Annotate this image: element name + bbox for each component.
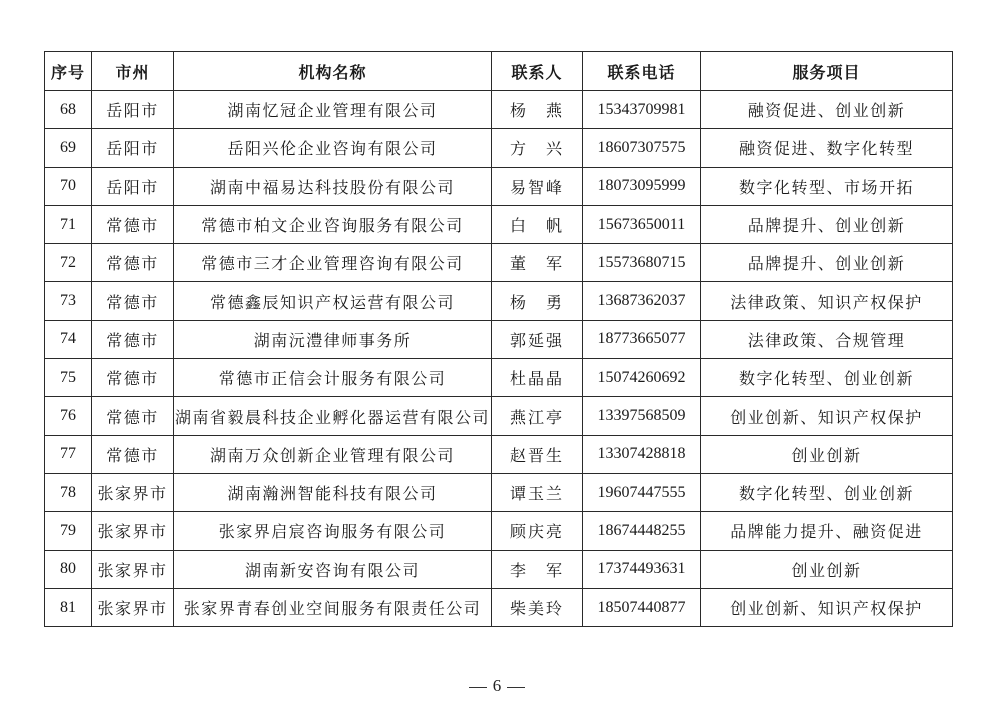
cell-index: 79 [45, 512, 92, 550]
cell-city: 张家界市 [92, 473, 174, 511]
cell-contact-person: 杨 燕 [492, 91, 583, 129]
cell-services: 品牌能力提升、融资促进 [701, 512, 953, 550]
cell-contact-person: 燕江亭 [492, 397, 583, 435]
cell-index: 69 [45, 129, 92, 167]
cell-index: 75 [45, 359, 92, 397]
cell-contact-phone: 15573680715 [583, 244, 701, 282]
cell-contact-phone: 19607447555 [583, 473, 701, 511]
header-organization-name: 机构名称 [174, 52, 492, 91]
table-row [45, 167, 953, 205]
table-row [45, 473, 953, 511]
cell-city: 张家界市 [92, 588, 174, 626]
table-row [45, 244, 953, 282]
cell-city: 岳阳市 [92, 91, 174, 129]
cell-services: 融资促进、数字化转型 [701, 129, 953, 167]
cell-city: 岳阳市 [92, 167, 174, 205]
cell-services: 品牌提升、创业创新 [701, 205, 953, 243]
table-row [45, 588, 953, 626]
cell-organization-name: 湖南瀚洲智能科技有限公司 [174, 473, 492, 511]
table-header-row [45, 52, 953, 91]
cell-services: 融资促进、创业创新 [701, 91, 953, 129]
cell-contact-phone: 13397568509 [583, 397, 701, 435]
cell-contact-phone: 18507440877 [583, 588, 701, 626]
header-index: 序号 [45, 52, 92, 91]
cell-contact-phone: 18073095999 [583, 167, 701, 205]
cell-contact-phone: 15343709981 [583, 91, 701, 129]
cell-city: 张家界市 [92, 550, 174, 588]
cell-index: 81 [45, 588, 92, 626]
cell-organization-name: 湖南万众创新企业管理有限公司 [174, 435, 492, 473]
cell-index: 70 [45, 167, 92, 205]
table-row [45, 512, 953, 550]
cell-contact-phone: 15074260692 [583, 359, 701, 397]
cell-index: 68 [45, 91, 92, 129]
cell-contact-person: 杨 勇 [492, 282, 583, 320]
cell-organization-name: 湖南忆冠企业管理有限公司 [174, 91, 492, 129]
cell-contact-person: 杜晶晶 [492, 359, 583, 397]
table-row [45, 359, 953, 397]
cell-services: 创业创新、知识产权保护 [701, 588, 953, 626]
cell-index: 71 [45, 205, 92, 243]
cell-city: 常德市 [92, 397, 174, 435]
cell-contact-person: 赵晋生 [492, 435, 583, 473]
cell-index: 80 [45, 550, 92, 588]
cell-contact-person: 顾庆亮 [492, 512, 583, 550]
cell-city: 常德市 [92, 320, 174, 358]
cell-contact-person: 易智峰 [492, 167, 583, 205]
page-number-value: 6 [492, 676, 502, 695]
cell-organization-name: 常德市三才企业管理咨询有限公司 [174, 244, 492, 282]
cell-organization-name: 岳阳兴伦企业咨询有限公司 [174, 129, 492, 167]
cell-organization-name: 张家界启宸咨询服务有限公司 [174, 512, 492, 550]
header-city: 市州 [92, 52, 174, 91]
page-number [0, 676, 994, 696]
cell-organization-name: 常德市正信会计服务有限公司 [174, 359, 492, 397]
cell-contact-person: 郭延强 [492, 320, 583, 358]
cell-organization-name: 湖南中福易达科技股份有限公司 [174, 167, 492, 205]
cell-index: 73 [45, 282, 92, 320]
table-row [45, 205, 953, 243]
service-organization-table [44, 51, 953, 627]
cell-services: 创业创新、知识产权保护 [701, 397, 953, 435]
cell-organization-name: 湖南省毅晨科技企业孵化器运营有限公司 [174, 397, 492, 435]
cell-contact-phone: 15673650011 [583, 205, 701, 243]
cell-contact-person: 白 帆 [492, 205, 583, 243]
table-row [45, 320, 953, 358]
table-row [45, 550, 953, 588]
cell-index: 72 [45, 244, 92, 282]
table-row [45, 435, 953, 473]
cell-index: 78 [45, 473, 92, 511]
cell-services: 创业创新 [701, 435, 953, 473]
cell-contact-person: 柴美玲 [492, 588, 583, 626]
cell-organization-name: 张家界青春创业空间服务有限责任公司 [174, 588, 492, 626]
cell-contact-phone: 18607307575 [583, 129, 701, 167]
cell-contact-phone: 18773665077 [583, 320, 701, 358]
table-row [45, 282, 953, 320]
cell-services: 法律政策、合规管理 [701, 320, 953, 358]
cell-index: 74 [45, 320, 92, 358]
page-number-left-dash [469, 687, 487, 688]
header-contact-person: 联系人 [492, 52, 583, 91]
cell-city: 常德市 [92, 359, 174, 397]
page-number-right-dash [507, 687, 525, 688]
cell-services: 品牌提升、创业创新 [701, 244, 953, 282]
table-body [45, 91, 953, 627]
cell-services: 数字化转型、创业创新 [701, 473, 953, 511]
cell-contact-person: 董 军 [492, 244, 583, 282]
cell-city: 岳阳市 [92, 129, 174, 167]
cell-contact-person: 李 军 [492, 550, 583, 588]
cell-index: 77 [45, 435, 92, 473]
cell-services: 法律政策、知识产权保护 [701, 282, 953, 320]
cell-index: 76 [45, 397, 92, 435]
cell-city: 张家界市 [92, 512, 174, 550]
cell-organization-name: 常德鑫辰知识产权运营有限公司 [174, 282, 492, 320]
cell-services: 数字化转型、创业创新 [701, 359, 953, 397]
cell-organization-name: 常德市柏文企业咨询服务有限公司 [174, 205, 492, 243]
header-contact-phone: 联系电话 [583, 52, 701, 91]
cell-contact-phone: 13307428818 [583, 435, 701, 473]
cell-organization-name: 湖南新安咨询有限公司 [174, 550, 492, 588]
cell-contact-phone: 13687362037 [583, 282, 701, 320]
table-row [45, 91, 953, 129]
table-row [45, 397, 953, 435]
cell-city: 常德市 [92, 435, 174, 473]
cell-contact-phone: 18674448255 [583, 512, 701, 550]
cell-contact-person: 谭玉兰 [492, 473, 583, 511]
table-row [45, 129, 953, 167]
cell-organization-name: 湖南沅澧律师事务所 [174, 320, 492, 358]
cell-city: 常德市 [92, 282, 174, 320]
cell-contact-person: 方 兴 [492, 129, 583, 167]
cell-city: 常德市 [92, 244, 174, 282]
cell-services: 数字化转型、市场开拓 [701, 167, 953, 205]
header-services: 服务项目 [701, 52, 953, 91]
cell-contact-phone: 17374493631 [583, 550, 701, 588]
cell-services: 创业创新 [701, 550, 953, 588]
cell-city: 常德市 [92, 205, 174, 243]
